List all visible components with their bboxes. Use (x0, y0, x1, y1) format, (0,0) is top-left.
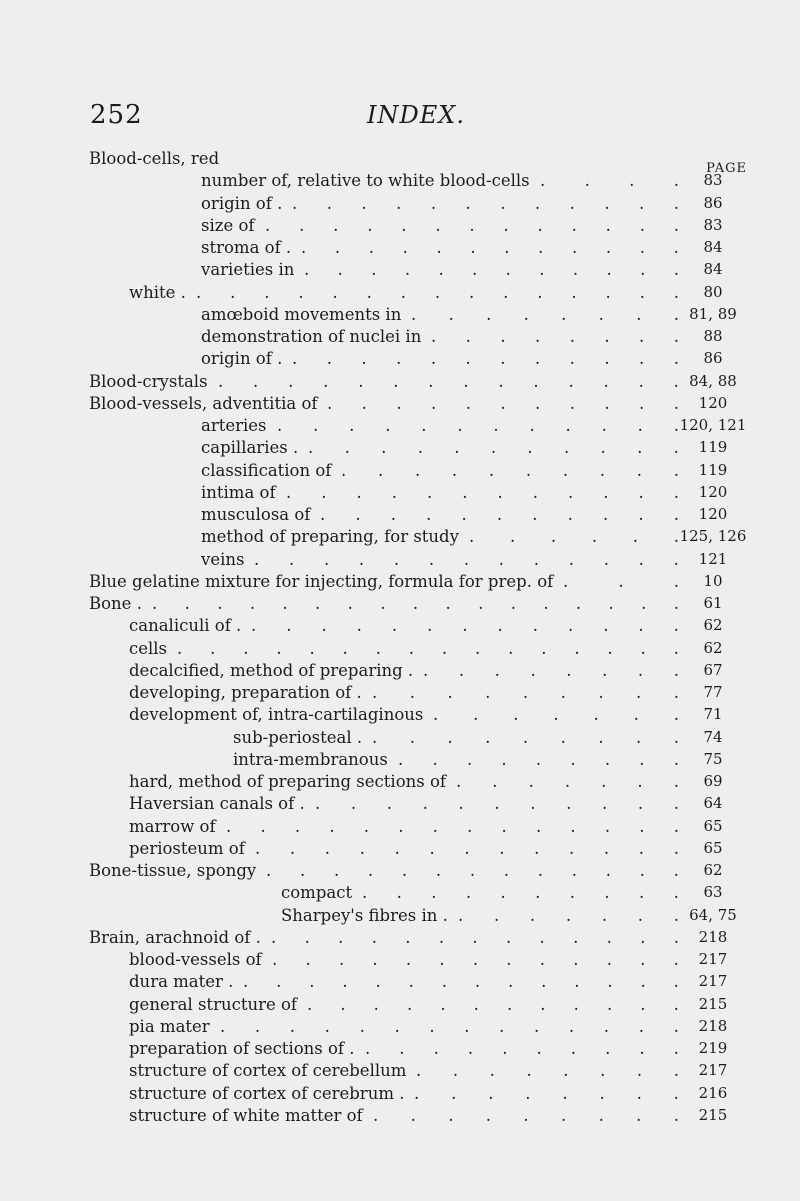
leader-dots: . . . . . . . . (411, 304, 679, 324)
index-entry-page: 63 (703, 883, 723, 902)
index-entry-page: 86 (703, 349, 723, 368)
index-entry-page: 218 (698, 1016, 728, 1035)
index-entry-text: number of, relative to white blood-cells (201, 171, 530, 191)
index-entry-page: 62 (703, 861, 723, 879)
index-entry-page: 217 (698, 950, 728, 968)
index-entry (89, 194, 769, 216)
index-entry (89, 861, 769, 883)
index-entry (89, 1084, 769, 1106)
index-entry-text: method of preparing, for study (201, 527, 459, 547)
index-entry-text: white . (129, 282, 186, 302)
index-entry-text: varieties in (201, 260, 295, 280)
index-entry-page: 88 (703, 327, 723, 345)
index-entry (89, 572, 769, 594)
leader-dots: . . . . . . . . . . . . . (266, 861, 679, 880)
index-entry (89, 817, 769, 839)
index-entry-text: developing, preparation of . (129, 683, 362, 702)
page-header (90, 100, 710, 134)
index-entry-text: hard, method of preparing sections of (129, 772, 447, 791)
index-entry-page: 62 (703, 616, 723, 635)
leader-dots: . . . . . . . . (416, 1061, 679, 1081)
leader-dots: . . . . . . . . . . . . . (254, 549, 679, 569)
leader-dots: . . . . (540, 171, 679, 191)
index-entry (89, 260, 769, 282)
page-number: 252 (90, 100, 143, 130)
index-entry-page: 84, 88 (689, 371, 737, 390)
index-entry-page: 120 (698, 393, 728, 412)
index-entry-text: Brain, arachnoid of . (89, 927, 261, 947)
index-entry-page: 84 (703, 260, 723, 279)
index-entry-text: development of, intra-cartilaginous (129, 705, 424, 725)
index-entry (89, 438, 769, 460)
index-list (89, 149, 769, 1128)
leader-dots: . . . . . . . . . . . . . . (218, 371, 679, 391)
leader-dots: . . . . . . . . . . (365, 1039, 679, 1058)
index-entry (89, 394, 769, 416)
index-entry-page: 215 (698, 994, 728, 1013)
index-entry-text: Sharpey's fibres in . (281, 905, 448, 925)
leader-dots: . . . . . . . . . . . . . . (226, 816, 679, 836)
index-entry (89, 616, 769, 638)
leader-dots: . . . . . . . . . . . . . (271, 927, 679, 947)
index-entry-page: 67 (703, 660, 723, 679)
index-entry-text: dura mater . (129, 972, 234, 992)
leader-dots: . . . . . . (469, 527, 679, 547)
leader-dots: . . . . . . . (458, 905, 679, 925)
index-entry-page: 120 (698, 505, 728, 523)
index-entry-text: arteries (201, 416, 267, 435)
leader-dots: . . . . . . . . . . . . (292, 349, 679, 369)
leader-dots: . . . (563, 571, 679, 591)
index-entry (89, 639, 769, 661)
leader-dots: . . . . . . . . . . . (320, 505, 679, 524)
index-entry-page: 217 (698, 1061, 728, 1080)
index-entry-text: preparation of sections of . (129, 1039, 355, 1058)
index-entry-text: pia mater (129, 1016, 210, 1036)
leader-dots: . . . . . . . . . . . . . . . (196, 282, 679, 302)
index-entry-page: 125, 126 (679, 527, 747, 546)
index-entry-text: Blood-vessels, adventitia of (89, 393, 318, 413)
index-entry (89, 906, 769, 928)
index-entry-page: 75 (703, 749, 723, 768)
index-entry-text: Bone . (89, 594, 142, 613)
index-entry-text: blood-vessels of (129, 950, 262, 969)
index-entry-text: cells (129, 638, 168, 658)
index-entry-page: 83 (703, 215, 723, 234)
leader-dots: . . . . . . . . . . . . (301, 238, 679, 257)
index-entry-text: structure of cortex of cerebrum . (129, 1083, 405, 1103)
leader-dots: . . . . . . . . . . . . (307, 994, 679, 1014)
leader-dots: . . . . . . . . . . (362, 883, 679, 903)
leader-dots: . . . . . . . . (423, 660, 679, 680)
index-entry-page: 217 (698, 972, 728, 991)
index-entry (89, 1106, 769, 1128)
index-entry-text: structure of white matter of (129, 1105, 363, 1125)
index-entry-page: 218 (698, 927, 728, 946)
index-entry-text: decalcified, method of preparing . (129, 660, 414, 680)
index-entry-page: 69 (703, 772, 723, 790)
index-entry-text: size of (201, 215, 255, 235)
index-entry-page: 215 (698, 1105, 728, 1124)
index-entry-page: 119 (698, 460, 728, 479)
index-entry-page: 119 (698, 438, 728, 457)
leader-dots: . . . . . . . . . . . (327, 393, 679, 413)
index-entry (89, 995, 769, 1017)
index-entry (89, 238, 769, 260)
leader-dots: . . . . . . . . . . . . . (251, 616, 679, 636)
index-entry-page: 219 (698, 1039, 728, 1057)
leader-dots: . . . . . . . . . . . . . (265, 215, 679, 235)
index-entry-text: periosteum of (129, 838, 245, 858)
index-entry-page: 120, 121 (679, 416, 747, 434)
leader-dots: . . . . . . . . . (373, 1105, 679, 1125)
index-entry-text: intima of (201, 482, 276, 502)
leader-dots: . . . . . . . . . . . . . . . . . (152, 594, 679, 613)
index-entry-page: 65 (703, 838, 723, 857)
leader-dots: . . . . . . . . . . (341, 460, 679, 480)
index-entry-text: origin of . (201, 349, 283, 369)
leader-dots: . . . . . . . (433, 705, 679, 725)
leader-dots: . . . . . . . . . . . . . . (243, 972, 679, 992)
index-entry-text: classification of (201, 460, 332, 480)
index-entry-page: 64, 75 (689, 905, 737, 924)
index-entry-page: 74 (703, 727, 723, 746)
index-entry-page: 121 (698, 549, 728, 568)
index-entry-text: Blood-crystals (89, 371, 208, 391)
leader-dots: . . . . . . . . . . . . (286, 482, 679, 502)
leader-dots: . . . . . . . . . . . (308, 438, 679, 458)
index-entry-text: intra-membranous (233, 749, 388, 769)
index-entry-text: capillaries . (201, 438, 299, 458)
index-entry-text: Haversian canals of . (129, 794, 305, 814)
index-entry-text: general structure of (129, 994, 298, 1014)
index-entry (89, 928, 769, 950)
index-entry (89, 750, 769, 772)
index-entry-text: marrow of (129, 816, 216, 836)
index-entry (89, 461, 769, 483)
index-entry (89, 661, 769, 683)
index-entry (89, 1039, 769, 1061)
index-entry (89, 372, 769, 394)
index-entry (89, 483, 769, 505)
index-entry (89, 305, 769, 327)
index-entry (89, 594, 769, 616)
index-entry (89, 1061, 769, 1083)
index-entry (89, 171, 769, 193)
index-entry (89, 683, 769, 705)
index-entry (89, 149, 769, 171)
index-entry-page: 86 (703, 193, 723, 212)
index-entry-text: structure of cortex of cerebellum (129, 1061, 407, 1081)
index-entry-page: 81, 89 (689, 304, 737, 323)
index-entry (89, 728, 769, 750)
leader-dots: . . . . . . . . (431, 327, 679, 346)
index-entry-page: 64 (703, 794, 723, 813)
leader-dots: . . . . . . . . . . . . (277, 416, 679, 435)
index-entry-page: 10 (703, 571, 723, 590)
leader-dots: . . . . . . . . . . . (315, 794, 679, 814)
index-entry-page: 62 (703, 638, 723, 657)
index-entry-text: veins (201, 549, 245, 569)
index-entry-page: 216 (698, 1083, 728, 1102)
leader-dots: . . . . . . . . . . . . . . . . (177, 638, 679, 658)
index-entry-page: 77 (703, 683, 723, 701)
leader-dots: . . . . . . . (456, 772, 679, 791)
leader-dots: . . . . . . . . . . . . (304, 260, 679, 280)
index-entry-page: 80 (703, 282, 723, 301)
index-entry-page: 84 (703, 238, 723, 256)
index-entry (89, 794, 769, 816)
leader-dots: . . . . . . . . . (372, 683, 679, 702)
running-title: INDEX. (367, 101, 465, 129)
index-entry (89, 772, 769, 794)
index-entry-text: origin of . (201, 193, 283, 213)
index-entry (89, 327, 769, 349)
index-entry-page: 83 (703, 171, 723, 190)
page-column-heading: PAGE (706, 161, 747, 176)
leader-dots: . . . . . . . . . . . . (292, 193, 679, 213)
leader-dots: . . . . . . . . . . . . . (255, 838, 679, 858)
index-entry (89, 283, 769, 305)
leader-dots: . . . . . . . . . (372, 727, 679, 747)
index-entry (89, 883, 769, 905)
index-entry-text: sub-periosteal . (233, 727, 363, 747)
index-entry (89, 1017, 769, 1039)
index-entry-text: stroma of . (201, 238, 292, 257)
index-entry-page: 71 (703, 705, 723, 724)
index-entry-text: demonstration of nuclei in (201, 327, 422, 346)
index-entry-text: Blue gelatine mixture for injecting, formula for prep. of (89, 571, 554, 591)
index-entry (89, 527, 769, 549)
index-entry (89, 705, 769, 727)
index-entry-text: compact (281, 883, 353, 903)
index-entry-page: 61 (703, 594, 723, 612)
index-entry (89, 216, 769, 238)
index-entry-text: Bone-tissue, spongy (89, 861, 257, 880)
index-entry (89, 349, 769, 371)
index-entry-page: 120 (698, 482, 728, 501)
leader-dots: . . . . . . . . (414, 1083, 679, 1103)
index-entry (89, 505, 769, 527)
index-entry-text: canaliculi of . (129, 616, 242, 636)
leader-dots: . . . . . . . . . . . . . . (220, 1016, 679, 1036)
leader-dots: . . . . . . . . . . . . . (272, 950, 679, 969)
index-entry (89, 972, 769, 994)
index-entry (89, 416, 769, 438)
index-entry (89, 550, 769, 572)
index-entry-text: amœboid movements in (201, 304, 402, 324)
index-entry (89, 839, 769, 861)
index-entry-page: 65 (703, 816, 723, 835)
index-entry (89, 950, 769, 972)
leader-dots: . . . . . . . . . (398, 749, 679, 769)
index-entry-text: musculosa of (201, 505, 311, 524)
index-entry-text: Blood-cells, red (89, 149, 220, 168)
